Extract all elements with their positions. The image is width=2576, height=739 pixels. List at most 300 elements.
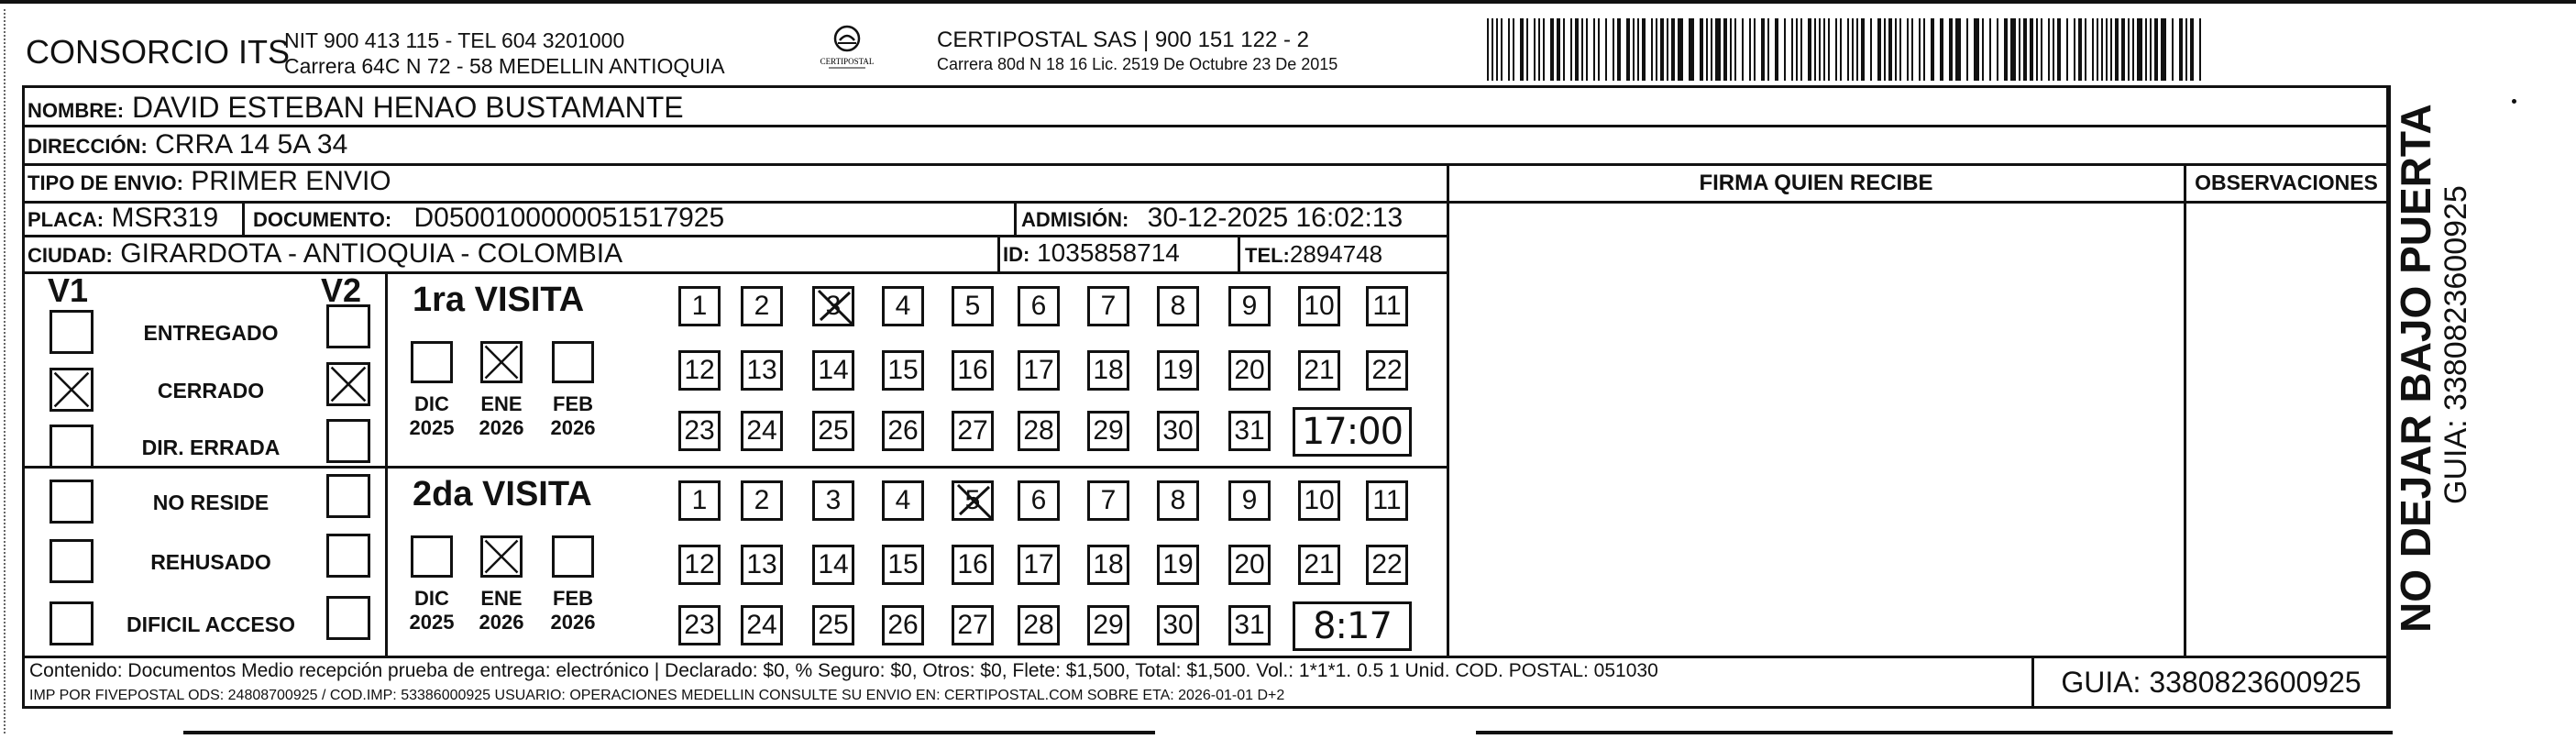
col-line xyxy=(1014,201,1017,237)
day-box[interactable] xyxy=(812,286,854,326)
barcode-bar xyxy=(1667,18,1668,81)
barcode-bar xyxy=(1796,18,1798,81)
day-number: 19 xyxy=(1162,355,1194,385)
status-label: DIR. ERRADA xyxy=(141,436,281,459)
day-number: 31 xyxy=(1234,415,1265,446)
month-label xyxy=(469,392,534,440)
barcode-bar xyxy=(1642,18,1646,81)
day-number: 19 xyxy=(1162,549,1194,579)
v2-header: V2 xyxy=(321,271,362,309)
direccion-row xyxy=(28,129,347,160)
day-number: 4 xyxy=(895,485,911,515)
day-number: 1 xyxy=(691,485,708,515)
barcode-bar xyxy=(1520,18,1524,81)
ciudad-cell xyxy=(28,238,622,270)
day-box[interactable] xyxy=(1157,605,1199,645)
barcode-bar xyxy=(2101,18,2103,81)
barcode-bar xyxy=(1742,18,1744,81)
admision-label: ADMISIÓN: xyxy=(1021,208,1129,231)
day-box[interactable] xyxy=(1366,350,1408,391)
bottom-line xyxy=(1476,731,2393,734)
day-number: 22 xyxy=(1371,355,1403,385)
month-label xyxy=(400,392,464,440)
day-box[interactable] xyxy=(1018,545,1060,585)
barcode-bar xyxy=(1660,18,1664,81)
barcode-bar xyxy=(1700,18,1703,81)
day-box[interactable] xyxy=(952,286,994,326)
barcode-bar xyxy=(2106,18,2108,81)
barcode-bar xyxy=(1723,18,1727,81)
day-box[interactable] xyxy=(678,286,721,326)
nombre-label: NOMBRE: xyxy=(28,99,125,122)
day-number: 10 xyxy=(1304,291,1335,321)
day-box[interactable] xyxy=(882,545,924,585)
day-box[interactable] xyxy=(952,545,994,585)
day-number: 20 xyxy=(1234,355,1265,385)
month-checkbox[interactable] xyxy=(480,535,523,578)
month-label xyxy=(400,587,464,634)
day-box[interactable] xyxy=(678,545,721,585)
barcode-bar xyxy=(1513,18,1514,81)
barcode-bar xyxy=(2137,18,2142,81)
day-box[interactable] xyxy=(1157,545,1199,585)
company-nit xyxy=(284,28,725,79)
v1-checkbox[interactable] xyxy=(50,425,94,469)
barcode-bar xyxy=(1899,18,1901,81)
tel-cell xyxy=(1245,240,1382,269)
barcode-bar xyxy=(1955,18,1961,81)
v1-checkbox[interactable] xyxy=(50,601,94,645)
day-number: 13 xyxy=(746,549,777,579)
day-box[interactable] xyxy=(1228,480,1271,521)
barcode-bar xyxy=(1570,18,1572,81)
day-box[interactable] xyxy=(1298,350,1340,391)
barcode-bar xyxy=(1593,18,1595,81)
month-label xyxy=(469,587,534,634)
month-year: 2025 xyxy=(409,611,455,634)
day-box[interactable] xyxy=(1087,286,1129,326)
day-number: 7 xyxy=(1100,291,1117,321)
day-box[interactable] xyxy=(1087,411,1129,451)
ciudad-value: GIRARDOTA - ANTIOQUIA - COLOMBIA xyxy=(120,238,623,269)
id-value: 1035858714 xyxy=(1037,238,1180,267)
month-year: 2026 xyxy=(479,611,524,634)
day-box[interactable] xyxy=(741,286,783,326)
day-box[interactable] xyxy=(952,411,994,451)
barcode-bar xyxy=(1754,18,1756,81)
day-number: 25 xyxy=(818,415,849,446)
month-label xyxy=(541,392,605,440)
day-box[interactable] xyxy=(678,480,721,521)
day-box[interactable] xyxy=(1228,350,1271,391)
barcode-bar xyxy=(1847,18,1849,81)
day-number: 16 xyxy=(957,549,988,579)
barcode-bar xyxy=(2154,18,2158,81)
day-number: 26 xyxy=(887,415,919,446)
tipo-label: TIPO DE ENVIO: xyxy=(28,171,183,194)
barcode-bar xyxy=(1526,18,1528,81)
month-year: 2025 xyxy=(409,416,455,439)
day-number: 27 xyxy=(957,415,988,446)
month-name: FEB xyxy=(553,587,593,610)
day-number: 15 xyxy=(887,549,919,579)
barcode-bar xyxy=(1550,18,1554,81)
day-box[interactable] xyxy=(1087,545,1129,585)
tel-value: 2894748 xyxy=(1289,240,1383,268)
month-label xyxy=(541,587,605,634)
day-number: 27 xyxy=(957,610,988,640)
barcode-bar xyxy=(1814,18,1816,81)
footer-guia: GUIA: 3380823600925 xyxy=(2061,666,2361,699)
day-number: 2 xyxy=(754,291,770,321)
day-number: 5 xyxy=(964,485,981,515)
signature-area[interactable] xyxy=(1449,204,2183,655)
col-line xyxy=(242,201,245,237)
day-number: 20 xyxy=(1234,549,1265,579)
day-box[interactable] xyxy=(1228,545,1271,585)
barcode-bar xyxy=(1730,18,1732,81)
day-box[interactable] xyxy=(1018,350,1060,391)
day-box[interactable] xyxy=(741,350,783,391)
day-number: 22 xyxy=(1371,549,1403,579)
barcode-bar xyxy=(1877,18,1881,81)
day-box[interactable] xyxy=(952,480,994,521)
day-box[interactable] xyxy=(741,545,783,585)
day-box[interactable] xyxy=(741,411,783,451)
admision-cell xyxy=(1021,203,1403,234)
v2-checkbox[interactable] xyxy=(326,419,370,463)
day-box[interactable] xyxy=(678,411,721,451)
day-number: 12 xyxy=(684,549,715,579)
month-checkbox[interactable] xyxy=(552,341,594,383)
documento-cell xyxy=(253,203,724,234)
barcode-bar xyxy=(2004,18,2008,81)
barcode-bar xyxy=(1711,18,1712,81)
month-year: 2026 xyxy=(550,416,596,439)
row-line xyxy=(22,271,1448,274)
day-box[interactable] xyxy=(1366,480,1408,521)
row-line xyxy=(22,235,1448,237)
day-box[interactable] xyxy=(952,605,994,645)
barcode-bar xyxy=(1761,18,1765,81)
barcode-bar xyxy=(2036,18,2038,81)
day-number: 24 xyxy=(746,610,777,640)
month-checkbox[interactable] xyxy=(480,341,523,383)
day-number: 29 xyxy=(1093,415,1124,446)
logo-text: CERTIPOSTAL xyxy=(820,57,875,66)
barcode-bar xyxy=(2161,18,2166,81)
day-box[interactable] xyxy=(812,545,854,585)
tipo-row xyxy=(28,166,391,197)
barcode-bar xyxy=(1911,18,1913,81)
barcode-bar xyxy=(1828,18,1830,81)
barcode-bar xyxy=(1852,18,1854,81)
day-number: 23 xyxy=(684,610,715,640)
observaciones-header: OBSERVACIONES xyxy=(2195,171,2378,194)
certipostal-info xyxy=(937,28,1338,75)
barcode-bar xyxy=(2010,18,2016,81)
tipo-value: PRIMER ENVIO xyxy=(191,166,391,196)
v1-checkbox[interactable] xyxy=(50,310,94,354)
col-line xyxy=(2386,85,2389,709)
barcode-bar xyxy=(2179,18,2183,81)
month-name: ENE xyxy=(480,587,523,610)
row-line xyxy=(22,125,2391,127)
barcode-bar xyxy=(1919,18,1921,81)
day-box[interactable] xyxy=(1366,286,1408,326)
barcode-bar xyxy=(1974,18,1979,81)
day-number: 18 xyxy=(1093,549,1124,579)
day-box[interactable] xyxy=(882,350,924,391)
day-number: 7 xyxy=(1100,485,1117,515)
month-checkbox[interactable] xyxy=(411,341,453,383)
barcode-bar xyxy=(2023,18,2027,81)
barcode-bar xyxy=(1487,18,1489,81)
v2-checkbox[interactable] xyxy=(326,474,370,518)
barcode-bar xyxy=(1581,18,1583,81)
day-number: 6 xyxy=(1030,485,1047,515)
barcode-bar xyxy=(2041,18,2042,81)
nombre-value: DAVID ESTEBAN HENAO BUSTAMANTE xyxy=(132,91,684,124)
day-box[interactable] xyxy=(882,480,924,521)
barcode-bar xyxy=(1678,18,1683,81)
time-box[interactable]: 17:00 xyxy=(1293,407,1412,457)
day-box[interactable] xyxy=(1157,480,1199,521)
day-number: 15 xyxy=(887,355,919,385)
day-box[interactable] xyxy=(1366,545,1408,585)
barcode-bar xyxy=(1923,18,1925,81)
top-border xyxy=(0,0,2576,4)
barcode-bar xyxy=(2097,18,2098,81)
day-number: 11 xyxy=(1372,291,1402,321)
day-number: 10 xyxy=(1304,485,1335,515)
row-line xyxy=(22,656,2391,658)
day-box[interactable] xyxy=(1157,411,1199,451)
barcode-bar xyxy=(1767,18,1769,81)
status-label: CERRADO xyxy=(157,379,265,403)
barcode-bar xyxy=(1496,18,1498,81)
day-box[interactable] xyxy=(741,605,783,645)
day-number: 8 xyxy=(1170,291,1186,321)
v2-checkbox[interactable] xyxy=(326,362,370,406)
day-number: 28 xyxy=(1023,610,1054,640)
day-box[interactable] xyxy=(1087,480,1129,521)
barcode-bar xyxy=(1835,18,1837,81)
day-number: 13 xyxy=(746,355,777,385)
barcode-bar xyxy=(1538,18,1540,81)
observations-area[interactable] xyxy=(2186,204,2385,655)
barcode-bar xyxy=(1888,18,1892,81)
day-box[interactable] xyxy=(882,411,924,451)
status-label: ENTREGADO xyxy=(143,321,279,345)
day-box[interactable] xyxy=(1087,350,1129,391)
day-number: 17 xyxy=(1023,549,1054,579)
day-box[interactable] xyxy=(1018,411,1060,451)
barcode-bar xyxy=(1557,18,1560,81)
barcode-bar xyxy=(1598,18,1600,81)
documento-value: D0500100000051517925 xyxy=(413,203,725,233)
day-box[interactable] xyxy=(678,605,721,645)
barcode-bar xyxy=(1940,18,1943,81)
day-number: 16 xyxy=(957,355,988,385)
day-number: 12 xyxy=(684,355,715,385)
day-number: 30 xyxy=(1162,610,1194,640)
imp-text: IMP POR FIVEPOSTAL ODS: 24808700925 / COD.IMP: 53386000925 USUARIO: OPERACIONES MEDELLIN CONSULTE SU ENVIO EN: CERTIPOSTAL.COM SOBRE ETA: 2026-01-01 D+2 xyxy=(29,688,1285,703)
day-number: 9 xyxy=(1241,485,1258,515)
barcode-bar xyxy=(1823,18,1825,81)
status-label: NO RESIDE xyxy=(152,491,270,514)
barcode-bar xyxy=(1734,18,1736,81)
barcode-bar xyxy=(1884,18,1886,81)
day-number: 5 xyxy=(964,291,981,321)
v1-checkbox[interactable] xyxy=(50,368,94,412)
day-box[interactable] xyxy=(812,480,854,521)
day-number: 3 xyxy=(825,291,842,321)
col-line xyxy=(385,271,388,656)
barcode-bar xyxy=(1997,18,1998,81)
barcode-bar xyxy=(1966,18,1968,81)
month-checkbox[interactable] xyxy=(411,535,453,578)
ciudad-label: CIUDAD: xyxy=(28,244,113,267)
direccion-label: DIRECCIÓN: xyxy=(28,135,148,158)
barcode-bar xyxy=(2172,18,2174,81)
nit-line: NIT 900 413 115 - TEL 604 3201000 xyxy=(284,28,625,52)
barcode-bar xyxy=(1856,18,1858,81)
day-number: 11 xyxy=(1372,485,1402,515)
day-number: 23 xyxy=(684,415,715,446)
barcode-bar xyxy=(1715,18,1721,81)
barcode-bar xyxy=(1633,18,1635,81)
day-number: 30 xyxy=(1162,415,1194,446)
contenido-text: Contenido: Documentos Medio recepción prueba de entrega: electrónico | Declarado: $0, % Seguro: $0, Otros: $0, Flete: $1,500, Total: $1,500. Vol.: 1*1*1. 0.5 1 Unid. COD. POSTAL: 051030 xyxy=(29,660,1658,681)
day-box[interactable] xyxy=(882,286,924,326)
status-label: DIFICIL ACCESO xyxy=(126,612,295,636)
barcode-bar xyxy=(1534,18,1536,81)
day-box[interactable] xyxy=(1157,350,1199,391)
v2-checkbox[interactable] xyxy=(326,596,370,640)
id-cell xyxy=(1003,238,1180,268)
barcode-bar xyxy=(1861,18,1865,81)
day-number: 21 xyxy=(1304,549,1335,579)
barcode-bar xyxy=(2085,18,2086,81)
day-box[interactable] xyxy=(678,350,721,391)
day-number: 28 xyxy=(1023,415,1054,446)
barcode-bar xyxy=(1808,18,1811,81)
day-box[interactable] xyxy=(1157,286,1199,326)
barcode-bar xyxy=(1637,18,1639,81)
barcode-bar xyxy=(1907,18,1909,81)
day-box[interactable] xyxy=(741,480,783,521)
day-box[interactable] xyxy=(1228,286,1271,326)
barcode-bar xyxy=(2145,18,2147,81)
day-number: 31 xyxy=(1234,610,1265,640)
barcode-bar xyxy=(1501,18,1503,81)
no-dejar-text: NO DEJAR BAJO PUERTA xyxy=(2392,104,2439,633)
placa-label: PLACA: xyxy=(28,208,105,231)
day-box[interactable] xyxy=(812,350,854,391)
firma-header: FIRMA QUIEN RECIBE xyxy=(1699,171,1933,195)
barcode-bar xyxy=(1626,18,1630,81)
barcode-bar xyxy=(2053,18,2054,81)
day-box[interactable] xyxy=(1298,545,1340,585)
day-box[interactable] xyxy=(1298,480,1340,521)
day-box[interactable] xyxy=(1087,605,1129,645)
v1-checkbox[interactable] xyxy=(50,539,94,583)
barcode-bar xyxy=(1949,18,1953,81)
day-box[interactable] xyxy=(882,605,924,645)
barcode-bar xyxy=(1689,18,1694,81)
month-checkbox[interactable] xyxy=(552,535,594,578)
cut-line xyxy=(4,9,6,733)
barcode-bar xyxy=(2150,18,2152,81)
day-box[interactable] xyxy=(812,605,854,645)
barcode-bar xyxy=(1543,18,1545,81)
barcode-bar xyxy=(1671,18,1675,81)
month-year: 2026 xyxy=(479,416,524,439)
admision-value: 30-12-2025 16:02:13 xyxy=(1147,203,1404,233)
barcode-bar xyxy=(2019,18,2020,81)
barcode-bar xyxy=(2132,18,2134,81)
day-box[interactable] xyxy=(812,411,854,451)
day-box[interactable] xyxy=(1228,605,1271,645)
barcode-bar xyxy=(1800,18,1802,81)
day-box[interactable] xyxy=(1018,286,1060,326)
status-label: REHUSADO xyxy=(150,550,271,574)
col-line xyxy=(1238,235,1240,273)
barcode-bar xyxy=(2078,18,2082,81)
barcode-bar xyxy=(1586,18,1588,81)
time-box[interactable]: 8:17 xyxy=(1293,601,1412,651)
bottom-line xyxy=(183,731,1155,734)
day-box[interactable] xyxy=(1228,411,1271,451)
day-number: 8 xyxy=(1170,485,1186,515)
day-number: 6 xyxy=(1030,291,1047,321)
placa-cell xyxy=(28,203,218,234)
barcode-bar xyxy=(2066,18,2068,81)
day-number: 9 xyxy=(1241,291,1258,321)
day-number: 18 xyxy=(1093,355,1124,385)
barcode-bar xyxy=(1840,18,1842,81)
barcode-bar xyxy=(1613,18,1614,81)
day-box[interactable] xyxy=(952,350,994,391)
barcode-bar xyxy=(2115,18,2119,81)
dot-mark xyxy=(2512,99,2516,104)
v2-checkbox[interactable] xyxy=(326,304,370,348)
day-number: 26 xyxy=(887,610,919,640)
barcode-bar xyxy=(2121,18,2125,81)
barcode-bar xyxy=(1931,18,1934,81)
day-number: 21 xyxy=(1304,355,1335,385)
barcode-bar xyxy=(2199,18,2201,81)
documento-label: DOCUMENTO: xyxy=(253,208,392,231)
v1-checkbox[interactable] xyxy=(50,480,94,524)
barcode-bar xyxy=(1563,18,1565,81)
month-name: DIC xyxy=(414,587,449,610)
barcode-bar xyxy=(2030,18,2033,81)
visit-title: 1ra VISITA xyxy=(413,281,585,319)
day-box[interactable] xyxy=(1018,605,1060,645)
v2-checkbox[interactable] xyxy=(326,534,370,578)
direccion-value: CRRA 14 5A 34 xyxy=(155,129,348,160)
day-number: 14 xyxy=(818,549,849,579)
barcode-bar xyxy=(1706,18,1708,81)
barcode-bar xyxy=(1651,18,1653,81)
barcode-bar xyxy=(1784,18,1786,81)
day-box[interactable] xyxy=(1018,480,1060,521)
nombre-row xyxy=(28,91,684,125)
barcode-bar xyxy=(1791,18,1793,81)
day-box[interactable] xyxy=(1298,286,1340,326)
